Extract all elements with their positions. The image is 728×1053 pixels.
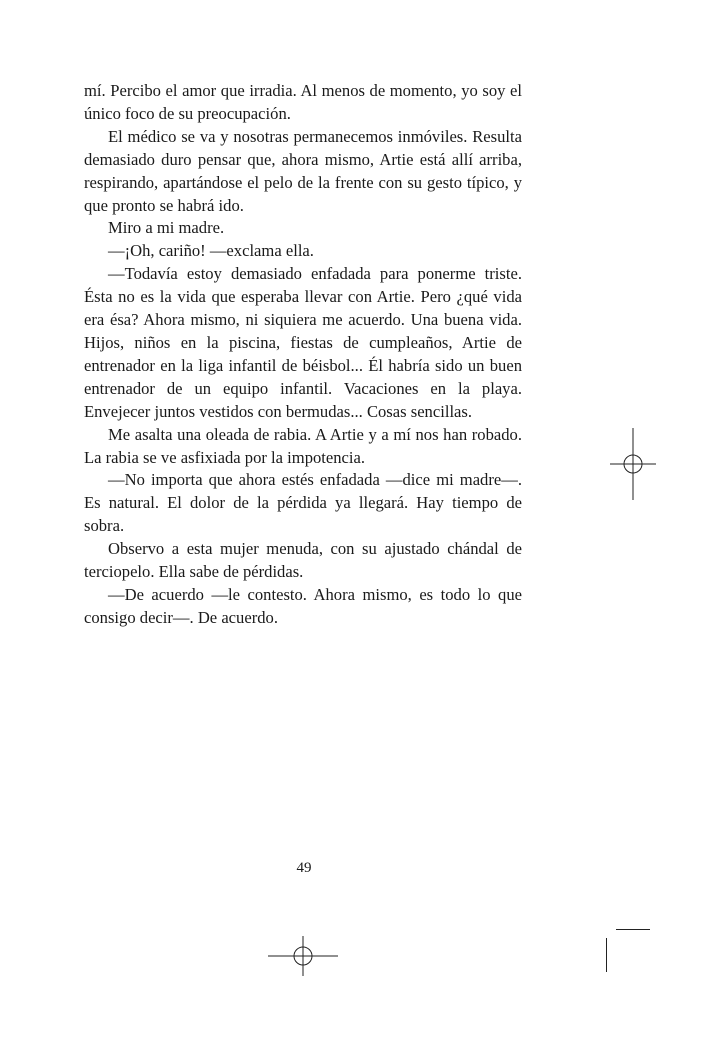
registration-mark-icon: [610, 428, 656, 500]
paragraph: Me asalta una oleada de rabia. A Artie y a mí nos han robado. La rabia se ve asfixiada por la impotencia.: [84, 424, 522, 467]
crop-mark: [616, 929, 650, 930]
paragraph: —¡Oh, cariño! —exclama ella.: [108, 241, 314, 261]
registration-mark-icon: [268, 936, 338, 976]
paragraph: —De acuerdo —le contesto. Ahora mismo, es todo lo que consigo decir—. De acuerdo.: [84, 584, 522, 627]
body-text: [84, 80, 522, 630]
page-number: 49: [296, 860, 312, 876]
paragraph: El médico se va y nosotras permanecemos inmóviles. Resulta demasiado duro pensar que, ahora mismo, Artie está allí arriba, respirando, apartándose el pelo de la frente con su gesto típico, y que pronto se habrá ido.: [84, 126, 522, 215]
paragraph: Miro a mi madre.: [108, 218, 225, 238]
paragraph: —No importa que ahora estés enfadada —dice mi madre—. Es natural. El dolor de la pérdida ya llegará. Hay tiempo de sobra.: [84, 470, 522, 536]
paragraph: mí. Percibo el amor que irradia. Al menos de momento, yo soy el único foco de su preocupación.: [84, 81, 522, 123]
paragraph: Observo a esta mujer menuda, con su ajustado chándal de terciopelo. Ella sabe de pérdidas.: [84, 539, 522, 582]
crop-mark: [606, 938, 607, 972]
paragraph: —Todavía estoy demasiado enfadada para ponerme triste. Ésta no es la vida que esperaba llevar con Artie. Pero ¿qué vida era ésa? Ahora mismo, ni siquiera me acuerdo. Una buena vida. Hijos, niños en la piscina, fiestas de cumpleaños, Artie de entrenador en la liga infantil de béisbol... Él habría sido un buen entrenador de un equipo infantil. Vacaciones en la playa. Envejecer juntos vestidos con bermudas... Cosas sencillas.: [84, 264, 522, 421]
